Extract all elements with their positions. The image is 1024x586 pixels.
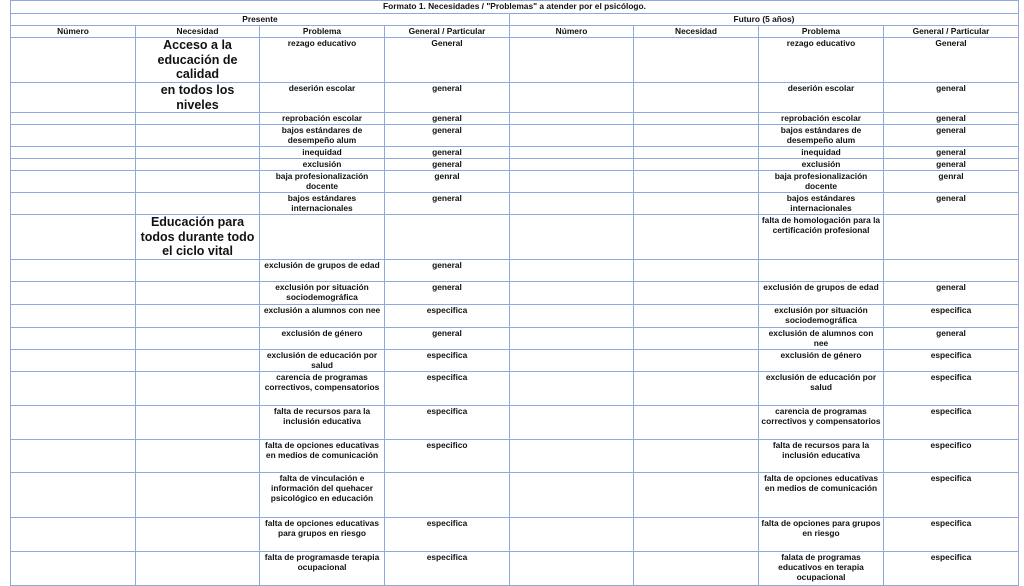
future-number-cell (510, 193, 634, 215)
present-need-cell (136, 113, 260, 125)
future-number-cell (510, 282, 634, 305)
present-problem-cell (260, 215, 385, 260)
present-problem-cell: falta de vinculación e información del quehacer psicológico en educación (260, 473, 385, 518)
present-need-cell (136, 552, 260, 586)
table-row (11, 372, 1019, 406)
future-scope-cell: general (884, 282, 1019, 305)
table-row (11, 350, 1019, 372)
future-scope-cell: especifica (884, 305, 1019, 328)
present-scope-cell: general (385, 159, 510, 171)
present-scope-cell: genral (385, 171, 510, 193)
future-number-cell (510, 38, 634, 83)
present-need-cell (136, 193, 260, 215)
future-need-cell (634, 38, 759, 83)
table-row (11, 260, 1019, 282)
present-need-cell (136, 305, 260, 328)
present-need-cell (136, 473, 260, 518)
table-row (11, 171, 1019, 193)
table-row (11, 406, 1019, 440)
future-number-cell (510, 473, 634, 518)
table-row (11, 328, 1019, 350)
present-number-cell (11, 38, 136, 83)
present-need-cell (136, 260, 260, 282)
table-row (11, 305, 1019, 328)
present-scope-cell: general (385, 193, 510, 215)
present-problem-cell: baja profesionalización docente (260, 171, 385, 193)
future-problem-cell: exclusión de género (759, 350, 884, 372)
future-problem-cell: exclusión de alumnos con nee (759, 328, 884, 350)
present-need-cell: Educación para todos durante todo el ciclo vital (136, 215, 260, 260)
present-number-cell (11, 215, 136, 260)
present-need-cell (136, 372, 260, 406)
present-scope-cell: especifico (385, 440, 510, 473)
future-need-cell (634, 328, 759, 350)
present-scope-cell: especifica (385, 406, 510, 440)
future-scope-cell: general (884, 159, 1019, 171)
future-number-cell (510, 372, 634, 406)
present-number-cell (11, 372, 136, 406)
future-scope-cell: especifica (884, 518, 1019, 552)
future-need-cell (634, 159, 759, 171)
section-present-header: Presente (11, 14, 510, 26)
future-scope-cell: especifica (884, 350, 1019, 372)
section-future-header: Futuro (5 años) (510, 14, 1019, 26)
future-problem-cell: falata de programas educativos en terapia ocupacional (759, 552, 884, 586)
present-number-cell (11, 440, 136, 473)
future-number-cell (510, 83, 634, 113)
future-problem-cell: rezago educativo (759, 38, 884, 83)
future-scope-cell: general (884, 125, 1019, 147)
future-scope-cell: especifica (884, 552, 1019, 586)
present-scope-cell: especifica (385, 372, 510, 406)
table-row (11, 282, 1019, 305)
present-problem-cell: falta de opciones educativas para grupos en riesgo (260, 518, 385, 552)
present-number-cell (11, 552, 136, 586)
present-need-cell (136, 350, 260, 372)
present-need-cell (136, 125, 260, 147)
table-row (11, 473, 1019, 518)
present-problem-cell: rezago educativo (260, 38, 385, 83)
present-number-cell (11, 193, 136, 215)
present-number-cell (11, 159, 136, 171)
present-number-cell (11, 305, 136, 328)
future-need-cell (634, 193, 759, 215)
future-number-cell (510, 113, 634, 125)
present-need-cell (136, 406, 260, 440)
future-problem-cell: falta de opciones para grupos en riesgo (759, 518, 884, 552)
present-number-cell (11, 518, 136, 552)
future-need-cell (634, 171, 759, 193)
column-header-row (11, 26, 1019, 38)
present-scope-cell: especifica (385, 518, 510, 552)
future-scope-cell (884, 215, 1019, 260)
table-row (11, 83, 1019, 113)
future-problem-cell (759, 260, 884, 282)
present-scope-cell: general (385, 147, 510, 159)
present-scope-cell: general (385, 260, 510, 282)
future-problem-cell: inequidad (759, 147, 884, 159)
present-scope-cell: general (385, 125, 510, 147)
future-need-cell (634, 282, 759, 305)
col-header-general-particular: General / Particular (385, 26, 510, 38)
future-number-cell (510, 159, 634, 171)
future-problem-cell: carencia de programas correctivos y compensatorios (759, 406, 884, 440)
future-number-cell (510, 147, 634, 159)
future-problem-cell: falta de opciones educativas en medios de comunicación (759, 473, 884, 518)
future-need-cell (634, 518, 759, 552)
future-scope-cell: General (884, 38, 1019, 83)
future-problem-cell: falta de recursos para la inclusión educativa (759, 440, 884, 473)
present-scope-cell: general (385, 282, 510, 305)
future-need-cell (634, 440, 759, 473)
future-scope-cell: general (884, 147, 1019, 159)
present-problem-cell: exclusión por situación sociodemográfica (260, 282, 385, 305)
present-problem-cell: reprobación escolar (260, 113, 385, 125)
future-scope-cell: especifica (884, 473, 1019, 518)
present-problem-cell: bajos estándares de desempeño alum (260, 125, 385, 147)
present-scope-cell: general (385, 83, 510, 113)
future-need-cell (634, 552, 759, 586)
present-problem-cell: exclusión de educación por salud (260, 350, 385, 372)
future-need-cell (634, 125, 759, 147)
col-header-necesidad: Necesidad (136, 26, 260, 38)
present-need-cell (136, 282, 260, 305)
present-number-cell (11, 406, 136, 440)
future-need-cell (634, 305, 759, 328)
present-need-cell: en todos los niveles (136, 83, 260, 113)
present-scope-cell (385, 473, 510, 518)
future-scope-cell: general (884, 193, 1019, 215)
present-problem-cell: inequidad (260, 147, 385, 159)
future-need-cell (634, 473, 759, 518)
future-scope-cell: genral (884, 171, 1019, 193)
present-number-cell (11, 83, 136, 113)
present-scope-cell: especifica (385, 305, 510, 328)
present-problem-cell: carencia de programas correctivos, compensatorios (260, 372, 385, 406)
present-problem-cell: deserión escolar (260, 83, 385, 113)
future-problem-cell: deserión escolar (759, 83, 884, 113)
future-need-cell (634, 350, 759, 372)
table-row (11, 440, 1019, 473)
present-number-cell (11, 350, 136, 372)
future-number-cell (510, 552, 634, 586)
present-problem-cell: bajos estándares internacionales (260, 193, 385, 215)
present-scope-cell: general (385, 328, 510, 350)
present-problem-cell: exclusión de grupos de edad (260, 260, 385, 282)
col-header-numero-future: Número (510, 26, 634, 38)
future-problem-cell: bajos estándares de desempeño alum (759, 125, 884, 147)
present-need-cell (136, 147, 260, 159)
present-problem-cell: falta de opciones educativas en medios de comunicación (260, 440, 385, 473)
future-scope-cell: general (884, 328, 1019, 350)
present-scope-cell (385, 215, 510, 260)
future-problem-cell: baja profesionalización docente (759, 171, 884, 193)
future-problem-cell: exclusión de educación por salud (759, 372, 884, 406)
present-need-cell (136, 171, 260, 193)
present-number-cell (11, 113, 136, 125)
present-problem-cell: falta de recursos para la inclusión educativa (260, 406, 385, 440)
present-number-cell (11, 328, 136, 350)
table-row (11, 125, 1019, 147)
present-number-cell (11, 171, 136, 193)
present-number-cell (11, 473, 136, 518)
future-number-cell (510, 518, 634, 552)
future-scope-cell: especifica (884, 406, 1019, 440)
future-need-cell (634, 260, 759, 282)
present-scope-cell: especifica (385, 552, 510, 586)
present-problem-cell: exclusión a alumnos con nee (260, 305, 385, 328)
future-need-cell (634, 215, 759, 260)
table-row (11, 147, 1019, 159)
present-problem-cell: exclusión de género (260, 328, 385, 350)
future-scope-cell: especifico (884, 440, 1019, 473)
present-scope-cell: especifica (385, 350, 510, 372)
future-number-cell (510, 260, 634, 282)
needs-table (10, 0, 1019, 586)
future-need-cell (634, 113, 759, 125)
present-scope-cell: General (385, 38, 510, 83)
future-scope-cell: general (884, 113, 1019, 125)
table-row (11, 518, 1019, 552)
present-need-cell (136, 159, 260, 171)
present-number-cell (11, 147, 136, 159)
present-need-cell (136, 518, 260, 552)
table-row (11, 159, 1019, 171)
future-number-cell (510, 406, 634, 440)
future-number-cell (510, 215, 634, 260)
future-need-cell (634, 406, 759, 440)
future-problem-cell: exclusión por situación sociodemográfica (759, 305, 884, 328)
future-number-cell (510, 125, 634, 147)
future-need-cell (634, 147, 759, 159)
col-header-problema: Problema (260, 26, 385, 38)
col-header-general-particular-future: General / Particular (884, 26, 1019, 38)
col-header-problema-future: Problema (759, 26, 884, 38)
col-header-numero: Número (11, 26, 136, 38)
future-scope-cell: general (884, 83, 1019, 113)
future-need-cell (634, 83, 759, 113)
table-row (11, 215, 1019, 260)
future-problem-cell: exclusión de grupos de edad (759, 282, 884, 305)
future-number-cell (510, 328, 634, 350)
present-problem-cell: falta de programasde terapia ocupacional (260, 552, 385, 586)
table-row (11, 38, 1019, 83)
present-scope-cell: general (385, 113, 510, 125)
present-need-cell: Acceso a la educación de calidad (136, 38, 260, 83)
future-problem-cell: bajos estándares internacionales (759, 193, 884, 215)
present-number-cell (11, 282, 136, 305)
present-need-cell (136, 328, 260, 350)
future-problem-cell: falta de homologación para la certificación profesional (759, 215, 884, 260)
future-scope-cell (884, 260, 1019, 282)
future-number-cell (510, 171, 634, 193)
future-need-cell (634, 372, 759, 406)
table-row (11, 552, 1019, 586)
future-problem-cell: reprobación escolar (759, 113, 884, 125)
table-title: Formato 1. Necesidades / "Problemas" a atender por el psicólogo. (11, 1, 1019, 14)
col-header-necesidad-future: Necesidad (634, 26, 759, 38)
future-number-cell (510, 305, 634, 328)
future-number-cell (510, 440, 634, 473)
future-number-cell (510, 350, 634, 372)
present-need-cell (136, 440, 260, 473)
present-number-cell (11, 125, 136, 147)
table-row (11, 113, 1019, 125)
future-scope-cell: especifica (884, 372, 1019, 406)
present-number-cell (11, 260, 136, 282)
table-row (11, 193, 1019, 215)
future-problem-cell: exclusión (759, 159, 884, 171)
present-problem-cell: exclusión (260, 159, 385, 171)
